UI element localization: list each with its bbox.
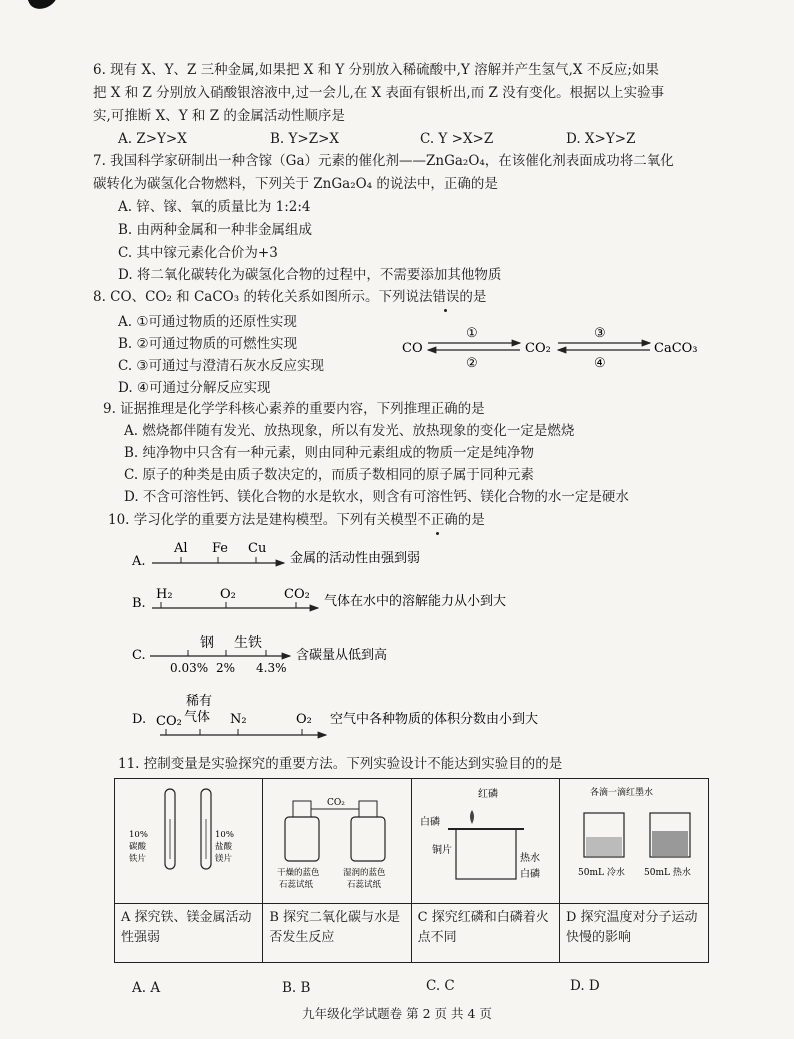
svg-text:碳酸: 碳酸: [129, 842, 147, 852]
q8-stem: 8. CO、CO₂ 和 CaCO₃ 的转化关系如图所示。下列说法错误的是: [93, 289, 487, 305]
svg-text:50mL 热水: 50mL 热水: [643, 868, 691, 878]
exp-c-figure: [411, 779, 559, 904]
svg-text:石蕊试纸: 石蕊试纸: [347, 880, 382, 890]
svg-text:铁片: 铁片: [129, 854, 147, 864]
page-footer: 九年级化学试题卷 第 2 页 共 4 页: [302, 1006, 492, 1021]
q7-line2: 碳转化为碳氢化合物燃料，下列关于 ZnGa₂O₄ 的说法中，正确的是: [93, 176, 498, 192]
model-c-pig-iron: 生铁: [234, 635, 262, 651]
model-a-desc: 金属的活动性由强到弱: [290, 551, 421, 566]
exp-b-caption: B 探究二氧化碳与水是否发生反应: [263, 904, 411, 963]
q11-experiment-table: [114, 778, 709, 963]
svg-text:湿润的蓝色: 湿润的蓝色: [343, 868, 386, 878]
q8-option-b: B. ②可通过物质的可燃性实现: [118, 336, 298, 352]
emphasis-dot: [444, 309, 447, 312]
model-a-cu: Cu: [248, 541, 267, 556]
model-c-steel: 钢: [200, 635, 214, 651]
q8-option-a: A. ①可通过物质的还原性实现: [118, 314, 297, 330]
q6-line2: 把 X 和 Z 分别放入硝酸银溶液中,过一会儿,在 X 表面有银析出,而 Z 没有变化。根据以上实验事: [93, 85, 665, 101]
q8-option-d: D. ④可通过分解反应实现: [118, 380, 271, 396]
model-c-0.03: 0.03%: [170, 661, 209, 675]
scan-corner-mark: [25, 0, 61, 13]
model-a-al: Al: [174, 541, 188, 556]
test-tubes-diagram: [115, 779, 261, 899]
q9-option-a: A. 燃烧都伴随有发光、放热现象，所以有发光、放热现象的变化一定是燃烧: [124, 423, 575, 439]
q6-line3: 实,可推断 X、Y 和 Z 的金属活动性顺序是: [93, 108, 345, 124]
step-4-label: ④: [594, 356, 606, 371]
q10-models: [120, 535, 600, 745]
exp-b-figure: [263, 779, 411, 904]
svg-text:各滴一滴红墨水: 各滴一滴红墨水: [589, 788, 653, 798]
exp-a-caption: A 探究铁、镁金属活动性强弱: [115, 904, 263, 963]
model-c-letter: C.: [132, 648, 146, 663]
step-2-label: ②: [466, 356, 478, 371]
q6-option-a: A. Z>Y>X: [118, 131, 187, 147]
svg-text:50mL 冷水: 50mL 冷水: [577, 868, 625, 878]
q7-option-c: C. 其中镓元素化合价为+3: [118, 245, 278, 261]
q7-option-b: B. 由两种金属和一种非金属组成: [118, 222, 313, 238]
svg-text:石蕊试纸: 石蕊试纸: [279, 880, 314, 890]
svg-text:CO₂: CO₂: [327, 798, 346, 808]
q9-option-b: B. 纯净物中只含有一种元素，则由同种元素组成的物质一定是纯净物: [124, 445, 535, 461]
model-b-h2: H₂: [156, 587, 173, 602]
svg-text:白磷: 白磷: [519, 869, 540, 880]
model-d-rare: 稀有: [186, 694, 213, 709]
q10-stem: 10. 学习化学的重要方法是建构模型。下列有关模型不正确的是: [108, 512, 485, 528]
svg-text:10%: 10%: [129, 830, 148, 840]
model-c-desc: 含碳量从低到高: [296, 648, 388, 663]
exp-d-figure: [559, 779, 708, 904]
q11-answer-c: C. C: [426, 978, 455, 994]
q11-answer-a: A. A: [132, 980, 161, 996]
model-b-letter: B.: [132, 596, 146, 611]
model-b-co2: CO₂: [284, 587, 310, 602]
svg-text:铜片: 铜片: [431, 845, 452, 856]
model-c-4.3: 4.3%: [256, 661, 287, 675]
svg-text:红磷: 红磷: [477, 789, 498, 800]
model-d-letter: D.: [132, 712, 147, 727]
model-d-desc: 空气中各种物质的体积分数由小到大: [330, 712, 539, 727]
svg-text:干燥的蓝色: 干燥的蓝色: [277, 868, 320, 878]
svg-text:盐酸: 盐酸: [215, 842, 233, 852]
beakers-diagram: [560, 779, 708, 899]
step-1-label: ①: [466, 326, 478, 341]
model-d-n2: N₂: [230, 712, 247, 727]
q8-conversion-diagram: [400, 322, 710, 372]
co2-label: CO₂: [525, 341, 551, 356]
gas-bottles-diagram: [263, 779, 409, 899]
q7-line1: 7. 我国科学家研制出一种含镓（Ga）元素的催化剂——ZnGa₂O₄，在该催化剂表面成功将二氧化: [93, 153, 674, 169]
svg-text:镁片: 镁片: [215, 854, 233, 864]
q11-stem: 11. 控制变量是实验探究的重要方法。下列实验设计不能达到实验目的的是: [118, 756, 563, 772]
q9-option-c: C. 原子的种类是由质子数决定的，而质子数相同的原子属于同种元素: [124, 467, 534, 483]
phosphorus-diagram: [412, 779, 558, 899]
exp-a-figure: [115, 779, 263, 904]
q8-option-c: C. ③可通过与澄清石灰水反应实现: [118, 358, 325, 374]
model-a-letter: A.: [132, 554, 146, 569]
exp-d-caption: D 探究温度对分子运动快慢的影响: [559, 904, 708, 963]
q11-answer-b: B. B: [282, 980, 311, 996]
q6-option-d: D. X>Y>Z: [566, 131, 636, 147]
q11-answer-d: D. D: [570, 978, 600, 994]
q6-line1: 6. 现有 X、Y、Z 三种金属,如果把 X 和 Y 分别放入稀硫酸中,Y 溶解并产生氢气,X 不反应;如果: [93, 62, 659, 78]
exp-c-caption: C 探究红磷和白磷着火点不同: [411, 904, 559, 963]
caco3-label: CaCO₃: [654, 341, 698, 356]
model-d-gas: 气体: [184, 710, 211, 725]
svg-text:白磷: 白磷: [419, 817, 440, 828]
model-b-o2: O₂: [220, 587, 236, 602]
model-d-co2: CO₂: [156, 714, 182, 729]
q7-option-d: D. 将二氧化碳转化为碳氢化合物的过程中，不需要添加其他物质: [118, 267, 502, 283]
co-label: CO: [402, 341, 423, 356]
q6-option-b: B. Y>Z>X: [270, 131, 340, 147]
q9-option-d: D. 不含可溶性钙、镁化合物的水是软水，则含有可溶性钙、镁化合物的水一定是硬水: [124, 489, 629, 505]
svg-text:10%: 10%: [215, 830, 234, 840]
model-b-desc: 气体在水中的溶解能力从小到大: [324, 594, 507, 609]
q6-option-c: C. Y >X>Z: [420, 131, 494, 147]
q7-option-a: A. 锌、镓、氧的质量比为 1:2:4: [118, 199, 311, 215]
step-3-label: ③: [594, 326, 606, 341]
model-c-2: 2%: [216, 661, 236, 675]
model-a-fe: Fe: [212, 541, 229, 556]
svg-text:热水: 热水: [519, 853, 540, 864]
q9-stem: 9. 证据推理是化学学科核心素养的重要内容，下列推理正确的是: [103, 401, 485, 417]
model-d-o2: O₂: [296, 712, 312, 727]
